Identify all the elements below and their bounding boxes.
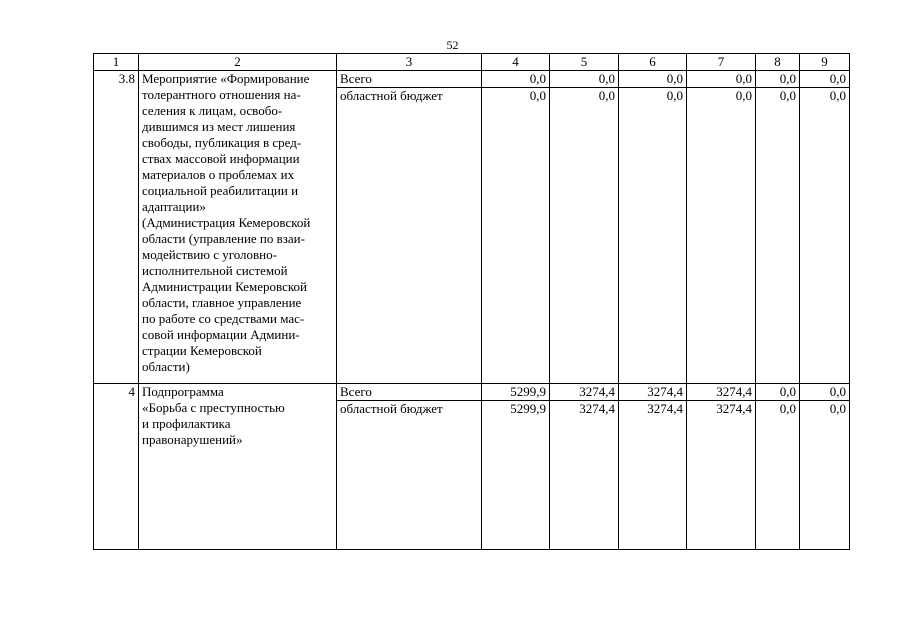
row-index: 3.8: [94, 71, 139, 384]
value-cell: 0,0: [619, 71, 687, 88]
column-header: 9: [800, 54, 850, 71]
description-line: адаптации»: [142, 199, 206, 214]
value-cell: 3274,4: [619, 384, 687, 401]
value-cell: 0,0: [800, 88, 850, 384]
column-number-row: [94, 54, 850, 71]
value-cell: 5299,9: [482, 384, 550, 401]
value-cell: 0,0: [482, 71, 550, 88]
column-header: 3: [337, 54, 482, 71]
description-line: и профилактика: [142, 416, 231, 431]
description-line: Мероприятие «Формирование: [142, 71, 310, 86]
column-header: 7: [687, 54, 756, 71]
column-header: 8: [756, 54, 800, 71]
description-line: «Борьба с преступностью: [142, 400, 285, 415]
description-line: области): [142, 359, 190, 374]
column-header: 2: [139, 54, 337, 71]
value-cell: 0,0: [687, 71, 756, 88]
description-line: по работе со средствами мас-: [142, 311, 305, 326]
description-line: модействию с уголовно-: [142, 247, 277, 262]
value-cell: 3274,4: [550, 401, 619, 550]
value-cell: 0,0: [800, 401, 850, 550]
value-cell: 0,0: [550, 88, 619, 384]
value-cell: 0,0: [550, 71, 619, 88]
description-line: страции Кемеровской: [142, 343, 262, 358]
description-line: селения к лицам, освобо-: [142, 103, 283, 118]
value-cell: 0,0: [756, 401, 800, 550]
table-row: [94, 71, 850, 88]
activity-description: [139, 71, 337, 384]
budget-table: [93, 53, 850, 550]
value-cell: 3274,4: [619, 401, 687, 550]
description-line: толерантного отношения на-: [142, 87, 301, 102]
value-cell: 0,0: [482, 88, 550, 384]
description-line: дившимся из мест лишения: [142, 119, 296, 134]
column-header: 5: [550, 54, 619, 71]
description-line: Подпрограмма: [142, 384, 224, 399]
value-cell: 0,0: [800, 384, 850, 401]
value-cell: 0,0: [756, 384, 800, 401]
value-cell: 5299,9: [482, 401, 550, 550]
funding-source: областной бюджет: [337, 401, 482, 550]
description-line: ствах массовой информации: [142, 151, 300, 166]
description-line: исполнительной системой: [142, 263, 288, 278]
funding-source: Всего: [337, 71, 482, 88]
funding-source: областной бюджет: [337, 88, 482, 384]
value-cell: 3274,4: [550, 384, 619, 401]
row-index: 4: [94, 384, 139, 550]
description-line: области, главное управление: [142, 295, 302, 310]
value-cell: 0,0: [687, 88, 756, 384]
value-cell: 3274,4: [687, 384, 756, 401]
value-cell: 0,0: [619, 88, 687, 384]
value-cell: 0,0: [756, 71, 800, 88]
description-line: свободы, публикация в сред-: [142, 135, 302, 150]
value-cell: 0,0: [756, 88, 800, 384]
description-line: Администрации Кемеровской: [142, 279, 307, 294]
table-row: [94, 384, 850, 401]
description-line: материалов о проблемах их: [142, 167, 295, 182]
column-header: 6: [619, 54, 687, 71]
funding-source: Всего: [337, 384, 482, 401]
column-header: 4: [482, 54, 550, 71]
subprogram-description: [139, 384, 337, 550]
value-cell: 0,0: [800, 71, 850, 88]
description-line: (Администрация Кемеровской: [142, 215, 311, 230]
page-number: 52: [446, 38, 459, 52]
value-cell: 3274,4: [687, 401, 756, 550]
description-line: совой информации Админи-: [142, 327, 300, 342]
description-line: области (управление по взаи-: [142, 231, 305, 246]
description-line: социальной реабилитации и: [142, 183, 299, 198]
description-line: правонарушений»: [142, 432, 243, 447]
column-header: 1: [94, 54, 139, 71]
